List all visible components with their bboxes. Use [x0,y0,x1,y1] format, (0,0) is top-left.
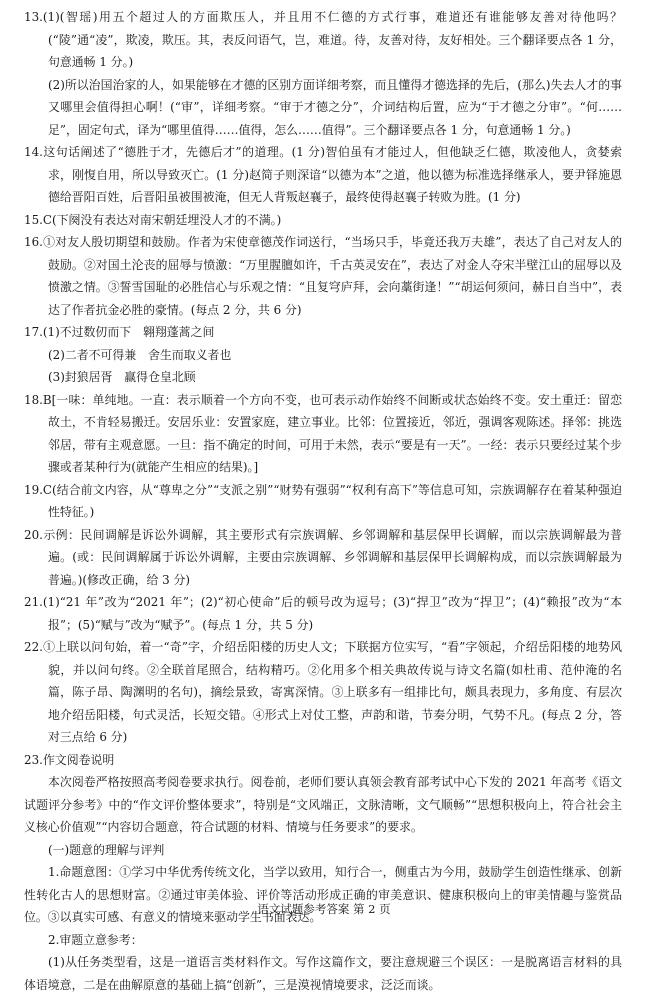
page-footer: 语文试题参考答案 第 2 页 [257,902,391,916]
answer-23-intro: 本次阅卷严格按照高考阅卷要求执行。阅卷前，老师们要认真领会教育部考试中心下发的 2021 年高考《语文试题评分参考》中的“作文评价整体要求”，特别是“文风端正，文脉清晰，文气顺畅”“思想积极向上，符合社会主义核心价值观”“内容切合题意，符合试题的材料、情境与任务要求”的要求。 [24,775,622,834]
answer-20: 20.示例：民间调解是诉讼外调解，其主要形式有宗族调解、乡邻调解和基层保甲长调解，而以宗族调解最为普遍。(或：民间调解属于诉讼外调解，主要由宗族调解、乡邻调解和基层保甲长调解构成，而以宗族调解最为普遍。)(修改正确，给 3 分) [24,527,622,587]
answer-13-part1: 13.(1)(智瑶)用五个超过人的方面欺压人，并且用不仁德的方式行事，难道还有谁能够友善对待他吗？(“陵”通“凌”，欺凌，欺压。其，表反问语气，岂，难道。待，友善对待，友好相处。三个翻译要点各 1 分，句意通畅 1 分。) [24,10,622,69]
answer-18: 18.B[一味：单纯地。一直：表示顺着一个方向不变，也可表示动作始终不间断或状态始终不变。安土重迁：留恋故土，不肯轻易搬迁。安居乐业：安置家庭，建立事业。比邻：位置接近，邻近，强调客观陈述。择邻：挑选邻居，带有主观意愿。一旦：指不确定的时间，可用于未然，表示“要是有一天”。一经：表示只要经过某个步骤或者某种行为(就能产生相应的结果)。] [24,392,622,474]
answer-23-heading: (一)题意的理解与评判 [48,842,165,857]
answer-23-point1: 1.命题意图：①学习中华优秀传统文化，当学以致用，知行合一，侧重古为今用，鼓励学生创造性继承、创新性转化古人的思想财富。②通过审美体验、评价等活动形成正确的审美意识、健康积极向上的审美情趣与鉴赏品位。③以真实可感、有意义的情境来驱动学生书面表达。 [24,865,622,924]
answer-17-line2: (2)二者不可得兼 舍生而取义者也 [48,347,232,362]
answer-19: 19.C(结合前文内容，从“尊卑之分”“支派之别”“财势有强弱”“权利有高下”等信息可知，宗族调解存在着某种强迫性特征。) [24,482,622,519]
answer-23-point3: (1)从任务类型看，这是一道语言类材料作文。写作这篇作文，要注意规避三个误区：一是脱离语言材料的具体语境意，二是在曲解原意的基础上搞“创新”，三是漠视情境要求，泛泛而谈。 [24,955,622,992]
answer-17-line1: 17.(1)不过数仞而下 翱翔蓬蒿之间 [24,325,215,339]
answer-23-title: 23.作文阅卷说明 [24,752,115,767]
answer-15: 15.C(下阕没有表达对南宋朝廷埋没人才的不满。) [24,212,282,227]
answer-23-point2: 2.审题立意参考： [48,932,143,947]
answer-14: 14.这句话阐述了“德胜于才，先德后才”的道理。(1 分)智伯虽有才能过人，但他缺乏仁德，欺凌他人，贪婪索求，刚愎自用，所以导致灭亡。(1 分)赵简子则深谙“以德为本”之道，他以德为标准选择继承人，要尹铎施恩德给晋阳百姓，后晋阳虽被围被淹，但无人背叛赵襄子，最终使得赵襄子转败为胜。(1 分) [24,145,622,204]
answer-13-part2: (2)所以治国治家的人，如果能够在才德的区别方面详细考察，而且懂得才德选择的先后，(那么)失去人才的事又哪里会值得担心啊！(“审”，详细考察。“审于才德之分”，介词结构后置，应为“于才德之分审”。“何……足”，固定句式，译为“哪里值得……值得，怎么……值得”。三个翻译要点各 1 分，句意通畅 1 分。) [48,77,622,137]
answer-17-line3: (3)封狼居胥 赢得仓皇北顾 [48,370,196,384]
answer-22: 22.①上联以问句始，着一“奇”字，介绍岳阳楼的历史人文；下联据方位实写，“看”字领起，介绍岳阳楼的地势风貌，并以问句终。②全联首尾照合，结构精巧。②化用多个相关典故传说与诗文名篇(如杜甫、范仲淹的名篇，陈子昂、陶渊明的名句)，摘绘景致，寄寓深情。③上联多有一组排比句，颇具表现力，多角度、有层次地介绍岳阳楼，句式灵活，长短交错。④形式上对仗工整，声韵和谐，节奏分明，气势不凡。(每点 2 分，答对三点给 6 分) [24,640,622,744]
answer-21: 21.(1)“21 年”改为“2021 年”；(2)“初心使命”后的顿号改为逗号；(3)“捍卫”改为“捍卫”；(4)“赖报”改为“本报”；(5)“赋与”改为“赋予”。(每点 1 分，共 5 分) [24,595,622,632]
answer-16: 16.①对友人殷切期望和鼓励。作者为宋使章德茂作词送行，“当场只手，毕竟还我万夫雄”，表达了自己对友人的鼓励。②对国土沦丧的屈辱与愤激：“万里腥膻如许，千古英灵安在”，表达了对金人夺宋半壁江山的屈辱以及愤激之情。③誓雪国耻的必胜信心与乐观之情：“且复穹庐拜，会向藁街逢！”“胡运何须问，赫日自当中”，表达了作者抗金必胜的豪情。(每点 2 分，共 6 分) [24,235,622,317]
